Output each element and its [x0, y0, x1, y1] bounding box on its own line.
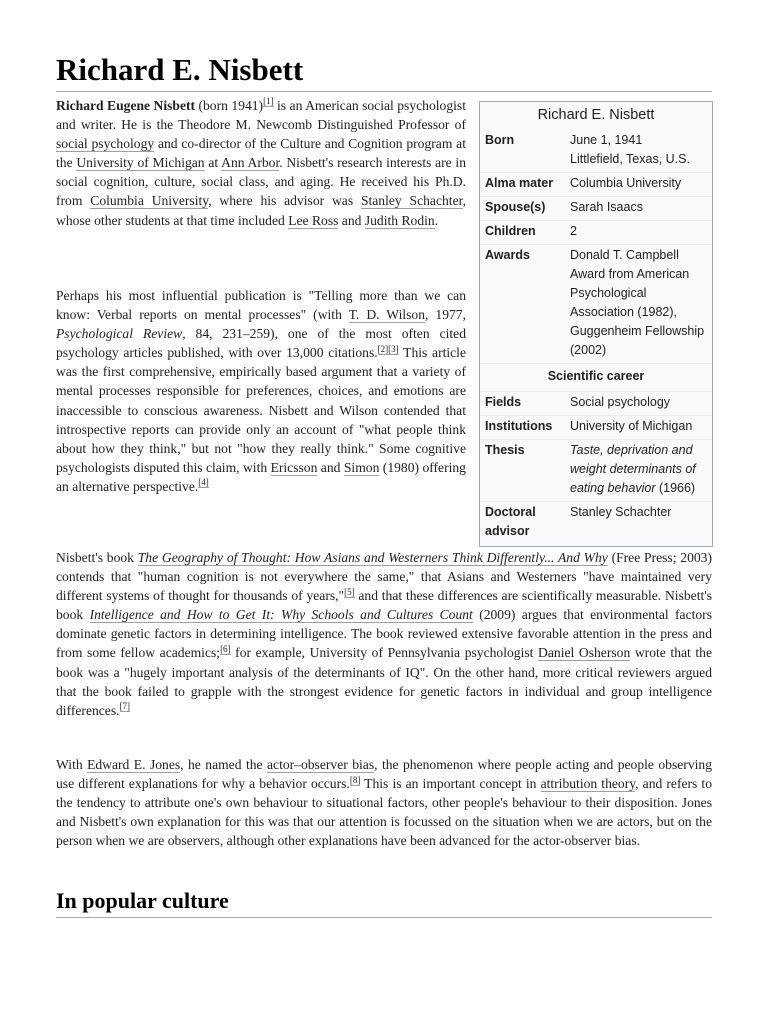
- text-run: (1980) offering an alternative perspective.: [56, 459, 466, 494]
- link-lee-ross[interactable]: Lee Ross: [288, 212, 339, 228]
- text-run: for example, University of Pennsylvania psychologist: [230, 645, 539, 661]
- infobox-label: Born: [480, 130, 565, 170]
- link-stanley-schachter[interactable]: Stanley Schachter: [360, 193, 463, 209]
- reference-link-6[interactable]: [6]: [220, 643, 231, 654]
- infobox-value: [565, 439, 712, 499]
- infobox-row-institutions: [480, 415, 712, 437]
- text-run: , whose other students at that time included: [56, 193, 466, 228]
- text-run: This is an important concept in: [360, 776, 541, 792]
- reference-link-8[interactable]: [8]: [349, 774, 361, 785]
- section-heading: In popular culture: [56, 886, 712, 918]
- text-run: wrote that the book was a "hugely important analysis of the determinants of IQ". On the other hand, more critical reviewers argued that the book failed to grapple with the strongest evidence for genetic factors in individual and group intelligence differences.: [56, 645, 713, 718]
- text-run: Nisbett's book: [56, 550, 138, 565]
- infobox-row-spouse: [480, 196, 712, 218]
- text-run: , he named the: [180, 757, 267, 772]
- book-title: Intelligence and How to Get It: Why Schools and Cultures Count: [89, 607, 473, 623]
- journal-title: Psychological Review: [56, 326, 183, 342]
- publication-paragraph: [56, 286, 466, 496]
- text-run: and: [338, 212, 365, 228]
- reference-link-2[interactable]: [2]: [377, 343, 389, 354]
- link-actor-observer-bias[interactable]: actor–observer bias: [267, 757, 375, 772]
- reference-link-4[interactable]: [4]: [198, 477, 209, 488]
- infobox-value: University of Michigan: [565, 415, 712, 437]
- infobox-value: 2: [565, 220, 712, 242]
- text-run: , and refers to the tendency to attribute one's own behaviour to situational factors, other people's behaviour to their disposition. Jones and Nisbett's own explanation for this was that our attention is focussed on the situation when we are actors, but on the person when we are observers, although other explanations have been advanced for the actor-observer bias.: [56, 776, 713, 849]
- infobox-section-header: [480, 363, 712, 389]
- text-run: and co-director of the Culture and Cognition program at the: [56, 136, 466, 171]
- text-run: .: [434, 212, 439, 228]
- reference-link-7[interactable]: [7]: [119, 701, 131, 712]
- intro-paragraph: [56, 96, 466, 230]
- text-run: , 1977,: [425, 307, 466, 323]
- link-simon[interactable]: Simon: [343, 459, 380, 475]
- link-td-wilson[interactable]: T. D. Wilson: [348, 307, 426, 323]
- infobox-row-awards: [480, 244, 712, 361]
- text-run: , 84, 231–259), one of the most often cited psychology articles published, with over 13,000 citations.: [56, 326, 466, 361]
- infobox: [479, 101, 713, 547]
- infobox-value: Stanley Schachter: [565, 501, 712, 542]
- text-run: at: [204, 155, 222, 171]
- infobox-value: [565, 130, 712, 170]
- text-run: , the phenomenon where people acting and people observing use different explanations for why a behavior occurs.: [56, 757, 712, 792]
- text-run: (born 1941): [195, 98, 264, 113]
- infobox-row-alma-mater: [480, 172, 712, 194]
- actor-observer-paragraph: [56, 755, 712, 850]
- infobox-label: Doctoral advisor: [480, 501, 565, 542]
- link-intelligence-and-how-to-get-it[interactable]: [90, 607, 473, 623]
- books-paragraph: [56, 548, 712, 720]
- infobox-caption: Richard E. Nisbett: [537, 107, 655, 123]
- infobox-label: Institutions: [480, 415, 565, 437]
- text-run: and: [317, 459, 344, 475]
- thesis-year: (1966): [655, 481, 696, 495]
- text-run: With: [56, 757, 88, 772]
- infobox-row-thesis: [480, 439, 712, 499]
- infobox-row-fields: [480, 391, 712, 413]
- link-columbia-university[interactable]: Columbia University: [90, 193, 209, 209]
- link-university-of-michigan[interactable]: University of Michigan: [76, 155, 205, 171]
- subject-name: Richard Eugene Nisbett: [56, 98, 196, 113]
- reference-link-1[interactable]: [1]: [263, 96, 274, 107]
- link-edward-e-jones[interactable]: Edward E. Jones: [87, 757, 181, 772]
- text-run: . Nisbett's research interests are in social cognition, culture, social class, and aging. He received his Ph.D. from: [56, 155, 467, 209]
- link-ann-arbor[interactable]: Ann Arbor: [221, 155, 280, 171]
- infobox-label: Children: [480, 220, 565, 242]
- infobox-label: Fields: [480, 391, 565, 413]
- infobox-label: Spouse(s): [480, 196, 565, 218]
- reference-link-5[interactable]: [5]: [344, 586, 355, 597]
- text-run: (2009) argues that environmental factors dominate genetic factors in determining intelligence. The book reviewed extensive favorable attention in the press and from some fellow academics;: [56, 607, 712, 661]
- text-run: , where his advisor was: [208, 193, 361, 209]
- link-judith-rodin[interactable]: Judith Rodin: [364, 212, 435, 228]
- infobox-label: Awards: [480, 244, 565, 361]
- reference-link-3[interactable]: [3]: [388, 343, 399, 354]
- infobox-value: Social psychology: [565, 391, 712, 413]
- infobox-row-born: [480, 130, 712, 170]
- link-ericsson[interactable]: Ericsson: [270, 459, 318, 475]
- link-daniel-osherson[interactable]: Daniel Osherson: [538, 645, 631, 661]
- text-run: Perhaps his most influential publication is "Telling more than we can know: Verbal reports on mental processes" (with: [56, 288, 466, 323]
- birth-date: June 1, 1941: [570, 133, 643, 147]
- text-run: is an American social psychologist and writer. He is the Theodore M. Newcomb Distinguished Professor of: [56, 98, 466, 133]
- infobox-value: Columbia University: [565, 172, 712, 194]
- link-attribution-theory[interactable]: attribution theory: [540, 776, 636, 792]
- infobox-section-title: Scientific career: [480, 363, 712, 389]
- link-geography-of-thought[interactable]: [138, 550, 608, 566]
- book-title: The Geography of Thought: How Asians and Westerners Think Differently... And Why: [137, 550, 608, 565]
- birth-place: Littlefield, Texas, U.S.: [570, 152, 690, 166]
- text-run: (Free Press; 2003) contends that "human cognition is not everywhere the same," that Asians and Westerners "have maintained very different systems of thought for thousands of years,": [56, 550, 712, 604]
- infobox-value: Sarah Isaacs: [565, 196, 712, 218]
- text-run: and that these differences are scientifically measurable. Nisbett's book: [56, 588, 712, 623]
- thesis-title: Taste, deprivation and weight determinants of eating behavior: [570, 443, 696, 495]
- text-run: This article was the first comprehensive, empirically based argument that a variety of mental processes responsible for preferences, choices, and emotions are inaccessible to conscious awareness. Nisbett and Wilson contended that introspective reports can provide only an account of "what people think about how they think," but not "how they really think." Some cognitive psychologists disputed this claim, with: [56, 345, 466, 475]
- infobox-value: Donald T. Campbell Award from American Psychological Association (1982), Guggenheim Fellowship (2002): [565, 244, 712, 361]
- infobox-row-doctoral-advisor: [480, 501, 712, 542]
- infobox-table: [480, 128, 712, 544]
- infobox-label: Thesis: [480, 439, 565, 499]
- link-social-psychology[interactable]: social psychology: [56, 136, 155, 152]
- infobox-label: Alma mater: [480, 172, 565, 194]
- page-title: Richard E. Nisbett: [56, 50, 712, 92]
- infobox-row-children: [480, 220, 712, 242]
